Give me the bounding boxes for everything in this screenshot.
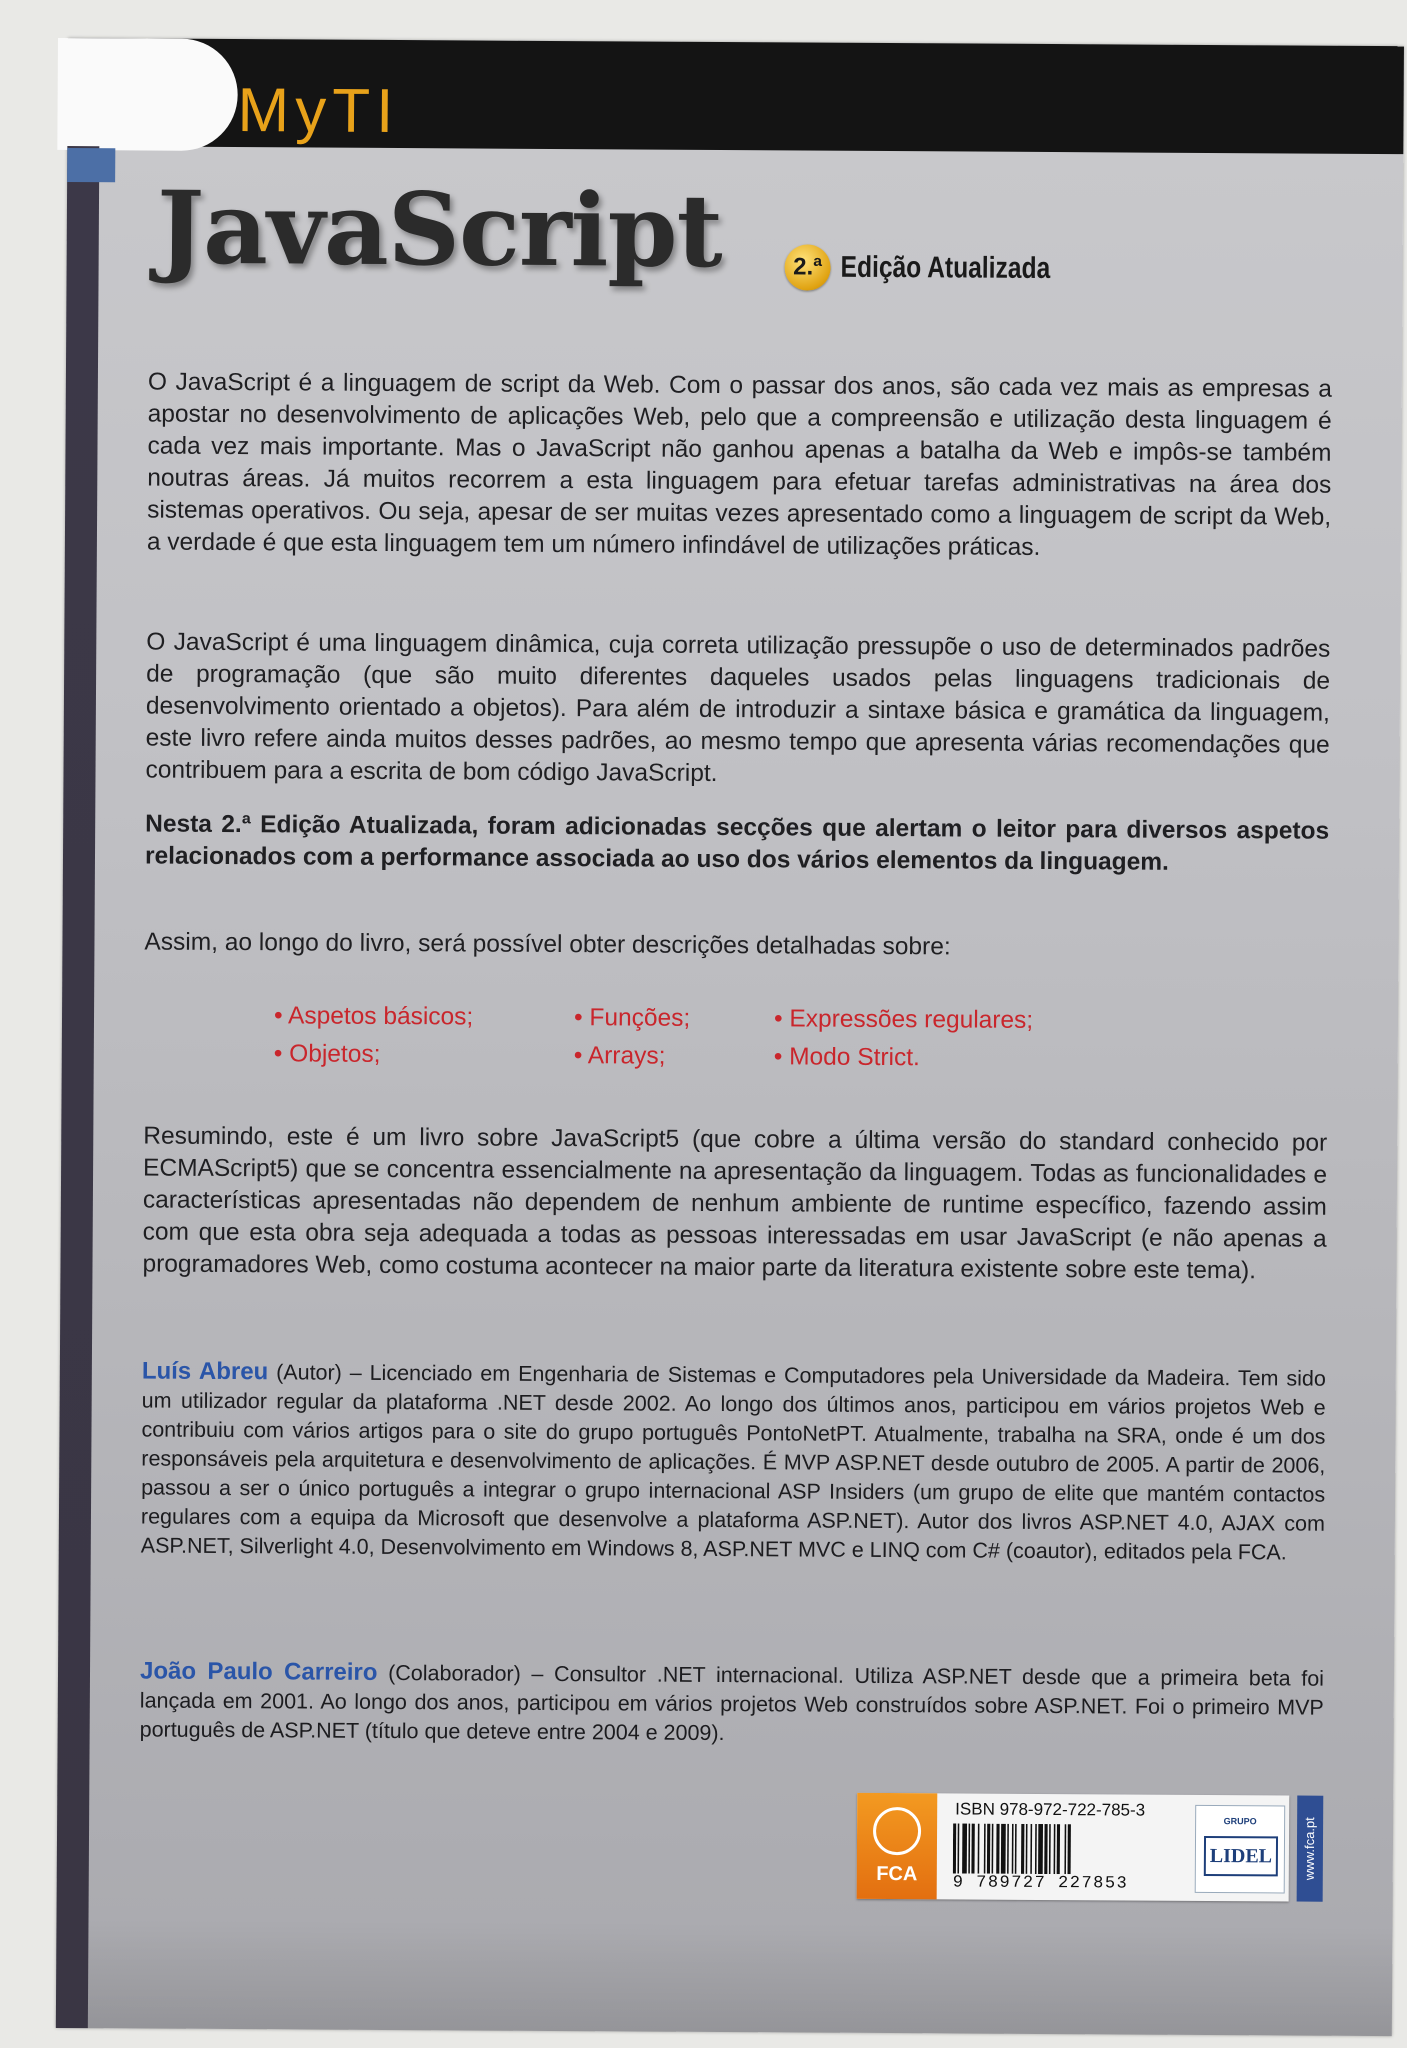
topic-item: • Arrays; [574, 1039, 774, 1074]
isbn-label: ISBN 978-972-722-785-3 [955, 1799, 1146, 1820]
barcode-icon [953, 1823, 1185, 1874]
barcode-stripe [1044, 1824, 1047, 1874]
barcode-stripe [1054, 1824, 1056, 1874]
barcode-stripe [968, 1824, 970, 1874]
edition-note: Nesta 2.ª Edição Atualizada, foram adicionadas secções que alertam o leitor para diversos aspetos relacionados com a performance associada ao uso dos vários elementos da linguagem. [144, 810, 1330, 876]
fca-label: FCA [876, 1862, 918, 1886]
barcode-stripe [1026, 1824, 1028, 1874]
author-name: Luís Abreu [141, 1357, 269, 1386]
barcode-stripe [978, 1824, 980, 1874]
summary-paragraph: Resumindo, este é um livro sobre JavaScript5 (que cobre a última versão do standard conhecido por ECMAScript5) que se concentra essencialmente na apresentação da linguagem. Todas as funcionalidades e características apresentadas não dependem de nenhum ambiente de runtime específico, fazendo assim com que esta obra seja adequada a todas as pessoas interessadas em usar JavaScript (e não apenas a programadores Web, como costuma acontecer na maior parte da literatura existente sobre este tema). [142, 1122, 1328, 1285]
edition-label: Edição Atualizada [840, 250, 1051, 286]
barcode-stripe [1012, 1824, 1014, 1874]
fca-logo [857, 1793, 938, 1899]
topic-item: • Objetos; [274, 1037, 574, 1073]
topics-intro: Assim, ao longo do livro, será possível obter descrições detalhadas sobre: [144, 928, 951, 961]
barcode-stripe [1057, 1824, 1060, 1874]
author-bio [141, 1356, 1326, 1567]
barcode-stripe [1064, 1824, 1066, 1874]
topic-item: • Modo Strict. [774, 1040, 1134, 1076]
barcode-stripe [984, 1824, 986, 1874]
topics-list [274, 999, 1134, 1076]
barcode-stripe [1049, 1824, 1051, 1874]
topic-item: • Aspetos básicos; [274, 999, 574, 1035]
barcode-stripe [1068, 1824, 1071, 1874]
barcode-stripe [1035, 1824, 1037, 1874]
barcode-stripe [996, 1824, 999, 1874]
barcode-stripe [1007, 1824, 1009, 1874]
topic-item: • Funções; [574, 1001, 774, 1036]
collaborator-name: João Paulo Carreiro [139, 1657, 378, 1686]
topic-item: • Expressões regulares; [774, 1002, 1134, 1038]
publisher-url: www.fca.pt [1301, 1817, 1318, 1881]
barcode-stripe [971, 1824, 974, 1874]
svg-text:MyTI: MyTI [237, 76, 400, 147]
barcode-stripe [992, 1824, 994, 1874]
book-back-cover [56, 38, 1404, 2036]
barcode-panel [857, 1793, 1290, 1902]
myti-logo [229, 59, 450, 150]
collaborator-bio [140, 1656, 1325, 1751]
lidel-group-label: GRUPO [1223, 1816, 1257, 1827]
side-accent [67, 148, 115, 182]
isbn-digits: 9 789727 227853 [952, 1873, 1129, 1894]
barcode-stripe [1038, 1824, 1043, 1874]
logo-tab [57, 38, 238, 151]
description-paragraph-1: O JavaScript é a linguagem de script da Web. Com o passar dos anos, são cada vez mais as empresas a apostar no desenvolvimento de aplicações Web, pelo que a compreensão e utilização desta linguagem é cada vez mais importante. Mas o JavaScript não ganhou apenas a batalha da Web e impôs-se também noutras áreas. Já muitos recorrem a esta linguagem para efetuar tarefas administrativas na área dos sistemas operativos. Ou seja, apesar de ser muitas vezes apresentado como a linguagem de script da Web, a verdade é que esta linguagem tem um número infindável de utilizações práticas. [146, 368, 1332, 561]
lidel-label: LIDEL [1204, 1836, 1278, 1876]
barcode-stripe [1001, 1824, 1006, 1874]
edition-badge: 2.ª [784, 244, 830, 290]
barcode-stripe [987, 1824, 990, 1874]
barcode-stripe [962, 1823, 967, 1873]
author-bio-text: (Autor) – Licenciado em Engenharia de Sistemas e Computadores pela Universidade da Madeira. Tem sido um utilizador regular da plataforma .NET desde 2002. Ao longo dos últimos anos, participou em vários projetos Web e contribuiu com vários artigos para o site do grupo português PontoNetPT. Atualmente, trabalha na SRA, onde é um dos responsáveis pela arquitetura e desenvolvimento de aplicações. É MVP ASP.NET desde outubro de 2005. A partir de 2006, passou a ser o único português a integrar o grupo internacional ASP Insiders (um grupo de elite que mantém contactos regulares com a equipa da Microsoft que desenvolve a plataforma ASP.NET). Autor dos livros ASP.NET 4.0, AJAX com ASP.NET, Silverlight 4.0, Desenvolvimento em Windows 8, ASP.NET MVC e LINQ com C# (coautor), editados pela FCA. [140, 1360, 1326, 1565]
bottom-shade [88, 1918, 1393, 2036]
barcode-stripe [957, 1823, 959, 1873]
edition-mark [784, 244, 1096, 292]
collaborator-bio-text: (Colaborador) – Consultor .NET internacional. Utiliza ASP.NET desde que a primeira beta foi lançada em 2001. Ao longo dos anos, participou em vários projetos Web construídos sobre ASP.NET. Foi o primeiro MVP português de ASP.NET (título que deteve entre 2004 e 2009). [139, 1660, 1325, 1746]
barcode-stripe [1015, 1824, 1017, 1874]
description-paragraph-2: O JavaScript é uma linguagem dinâmica, cuja correta utilização pressupõe o uso de determinados padrões de programação (que são muito diferentes daqueles usados pelas linguagens tradicionais de desenvolvimento orientado a objetos). Para além de introduzir a sintaxe básica e gramática da linguagem, este livro refere ainda muitos desses padrões, ao mesmo tempo que apresenta várias recomendações que contribuem para a escrita de bom código JavaScript. [145, 628, 1331, 787]
side-stripe [56, 146, 99, 2028]
barcode-stripe [1030, 1824, 1032, 1874]
barcode-stripe [1021, 1824, 1024, 1874]
fca-circle-icon [873, 1807, 921, 1855]
book-title: JavaScript [156, 168, 723, 290]
barcode-stripe [953, 1823, 956, 1873]
url-strip [1297, 1796, 1324, 1902]
lidel-logo [1195, 1805, 1286, 1894]
